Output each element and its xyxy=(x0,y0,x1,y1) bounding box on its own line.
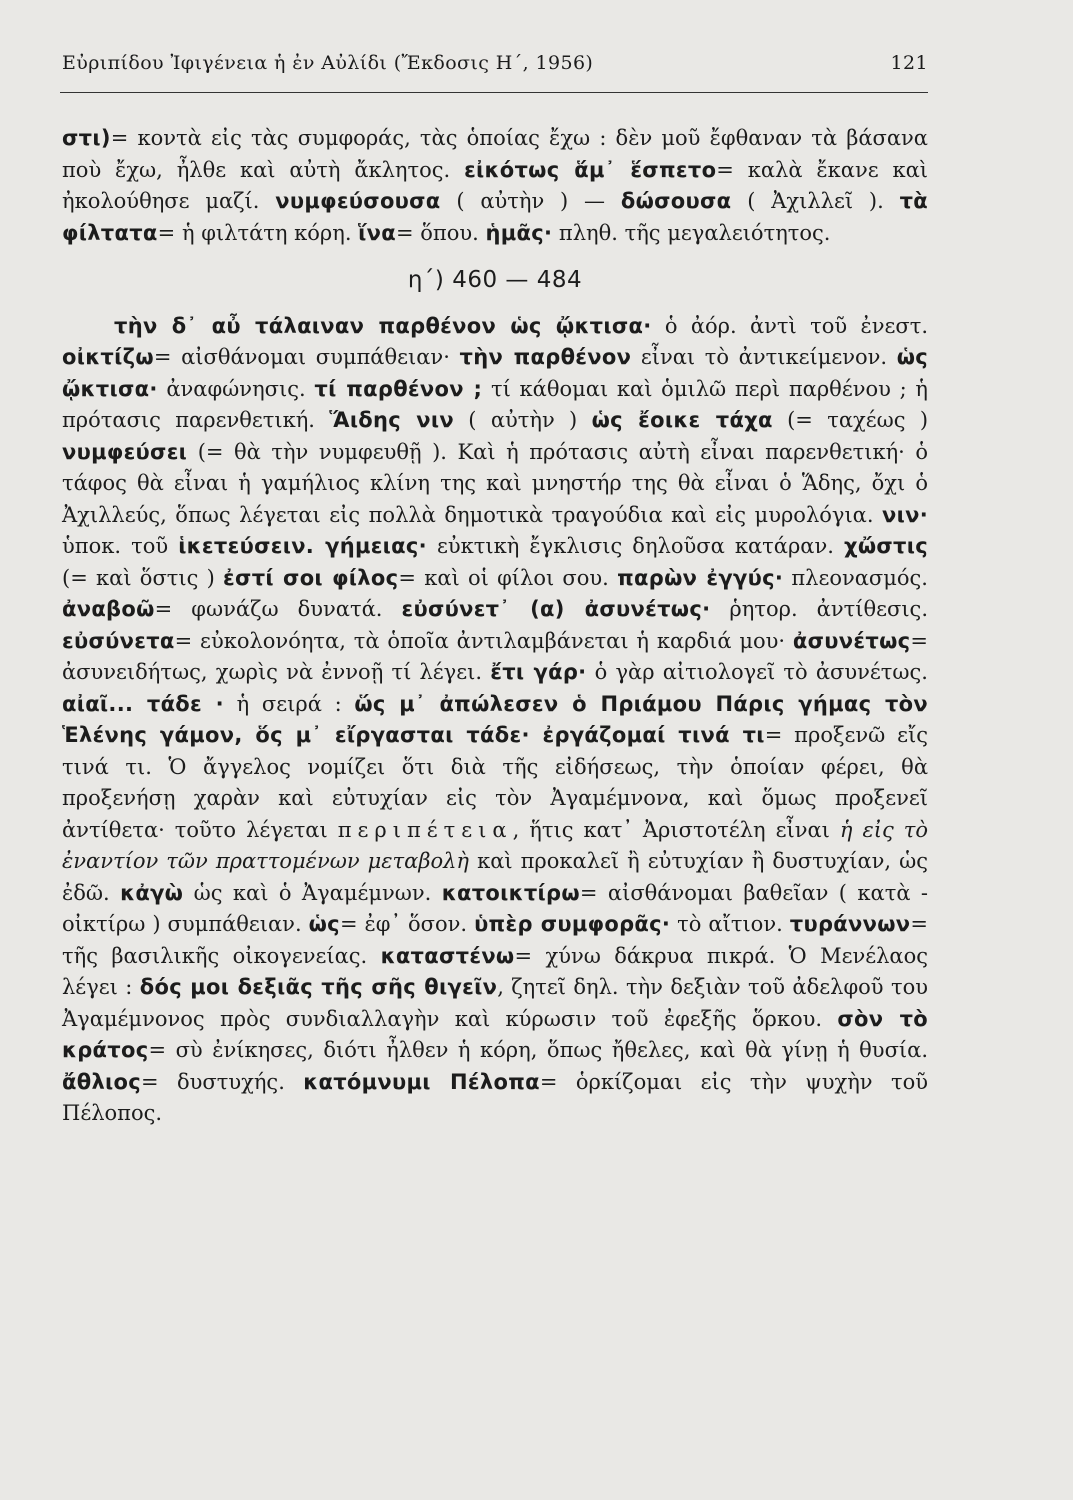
lemma: κατόμνυμι Πέλοπα xyxy=(303,1069,540,1094)
gloss-text: ( αὐτὴν ) — xyxy=(440,189,621,213)
gloss-text: ἀναφώνησις. xyxy=(157,376,315,401)
gloss-text: καὶ προκαλεῖ ἢ εὐτυχίαν ἢ δυστυχίαν, ὡς ἐδῶ. xyxy=(62,849,929,905)
gloss-text: = φωνάζω δυνατά. xyxy=(154,597,402,621)
lemma: ἄθλιος xyxy=(62,1069,142,1094)
lemma: ὡς ἔοικε τάχα xyxy=(591,408,773,432)
lemma: οἰκτίζω xyxy=(62,345,154,369)
lemma: ἐστί σοι φίλος xyxy=(223,565,399,590)
gloss-text: ὡς καὶ ὁ Ἀγαμέμνων. xyxy=(183,880,442,905)
gloss-text: = σὺ ἐνίκησες, διότι ἦλθεν ἡ κόρη, ὅπως ἤθελες, καὶ θὰ γίνῃ ἡ θυσία. xyxy=(148,1038,928,1062)
gloss-text: ἡ σειρά : xyxy=(223,691,355,716)
lemma: ἀναβοῶ xyxy=(62,597,155,621)
lemma: ὡς ᾤκτισα· xyxy=(62,345,929,401)
lemma: νυμφεύσει xyxy=(62,439,188,464)
section-heading: η΄) 460 — 484 xyxy=(407,267,583,293)
lemma: ὑπὲρ συμφορᾶς· xyxy=(474,912,671,936)
gloss-text: = καλὰ ἔκανε καὶ ἠκολούθησε μαζί. xyxy=(62,157,928,213)
commentary-body xyxy=(62,123,928,1130)
lemma: ἱκετεύσειν. γήμειας· xyxy=(178,534,427,558)
gloss-text: = ἐφ᾽ ὅσον. xyxy=(339,912,475,936)
lemma: τὴν παρθένον xyxy=(459,345,632,369)
gloss-text: ( αὐτὴν ) xyxy=(453,408,592,432)
gloss-text: ( Ἀχιλλεῖ ). xyxy=(731,189,900,213)
gloss-text: (= καὶ ὅστις ) xyxy=(62,565,224,590)
commentary-paragraph-2 xyxy=(62,311,928,1130)
running-title: Εὐριπίδου Ἰφιγένεια ἡ ἐν Αὐλίδι (Ἔκδοσις Η΄, 1956) xyxy=(62,52,594,74)
gloss-text: τὸ αἴτιον. xyxy=(670,912,790,936)
gloss-text: , ζητεῖ δηλ. τὴν δεξιὰν τοῦ ἀδελφοῦ του Ἀγαμέμνονος πρὸς συνδιαλλαγὴν καὶ κύρωσιν τοῦ ἐφεξῆς ὅρκου. xyxy=(62,975,928,1031)
lemma: ὥς μ᾽ ἀπώλεσεν ὁ Πριάμου Πάρις γήμας τὸν Ἑλένης γάμον, ὅς μ᾽ εἴργασται τάδε· ἐργάζομαί τινά τι xyxy=(62,691,928,747)
lemma: κἀγὼ xyxy=(120,880,184,905)
gloss-text: (= ταχέως ) xyxy=(772,408,929,432)
lemma: καταστένω xyxy=(380,943,515,968)
lemma: ὡς xyxy=(308,912,340,936)
gloss-text: εὐκτικὴ ἔγκλισις δηλοῦσα κατάραν. xyxy=(426,534,844,558)
gloss-text: = προξενῶ εἴς τινά τι. Ὁ ἄγγελος νομίζει ὅτι διὰ τῆς εἰδήσεως, τὴν ὁποίαν φέρει, θὰ προξενήσῃ χαρὰν καὶ εὐτυχίαν εἰς τὸν Ἀγαμέμνονα, καὶ ὅμως προξενεῖ ἀντίθετα· τοῦτο λέγεται xyxy=(62,723,928,842)
lemma: δός μοι δεξιᾶς τῆς σῆς θιγεῖν xyxy=(139,975,498,999)
gloss-text: = ἡ φιλτάτη κόρη. xyxy=(157,220,359,245)
running-header xyxy=(62,52,928,74)
lemma: κατοικτίρω xyxy=(441,880,580,905)
lemma: τί παρθένον ; xyxy=(314,376,483,401)
spaced-term: περιπέτεια xyxy=(337,817,513,842)
gloss-text: = ὅπου. xyxy=(396,220,486,245)
lemma: παρὼν ἐγγύς· xyxy=(617,565,784,590)
lemma: εὐσύνετα xyxy=(62,628,175,653)
gloss-text: πληθ. τῆς μεγαλειότητος. xyxy=(552,220,831,245)
lemma: Ἅιδης νιν xyxy=(329,408,454,432)
gloss-text: = κοντὰ εἰς τὰς συμφοράς, τὰς ὁποίας ἔχω : δὲν μοῦ ἔφθαναν τὰ βάσανα ποὺ ἔχω, ἦλθε καὶ αὐτὴ ἄκλητος. xyxy=(62,126,928,182)
gloss-text: εἶναι τὸ ἀντικείμενον. xyxy=(631,345,897,369)
gloss-text: = καὶ οἱ φίλοι σου. xyxy=(398,565,618,590)
gloss-text: πλεονασμός. xyxy=(783,565,928,590)
gloss-text: ὑποκ. τοῦ xyxy=(62,534,179,558)
lemma: εἰκότως ἅμ᾽ ἕσπετο xyxy=(464,157,717,182)
lemma: χὤστις xyxy=(844,534,928,558)
lemma: νιν· xyxy=(882,502,928,527)
gloss-text: = αἰσθάνομαι βαθεῖαν ( κατὰ - οἰκτίρω ) συμπάθειαν. xyxy=(62,880,929,936)
lemma: στι) xyxy=(62,126,111,150)
commentary-paragraph-1 xyxy=(62,123,928,249)
gloss-text: (= θὰ τὴν νυμφευθῇ ). Καὶ ἡ πρότασις αὐτὴ εἶναι παρενθετική· ὁ τάφος θὰ εἶναι ἡ γαμήλιος κλίνη της καὶ μνηστήρ της θὰ εἶναι ὁ Ἅδης, ὄχι ὁ Ἀχιλλεύς, ὅπως λέγεται εἰς πολλὰ δημοτικὰ τραγούδια καὶ εἰς μυρολόγια. xyxy=(62,439,928,527)
gloss-text: = αἰσθάνομαι συμπάθειαν· xyxy=(153,345,460,369)
gloss-text: ῥητορ. ἀντίθεσις. xyxy=(710,597,928,621)
lemma: ἀσυνέτως xyxy=(792,628,911,653)
lemma: τὰ φίλτατα xyxy=(62,189,928,245)
lemma: νυμφεύσουσα xyxy=(275,189,441,213)
lemma: δώσουσα xyxy=(620,189,732,213)
gloss-text: = χύνω δάκρυα πικρά. Ὁ Μενέλαος λέγει : xyxy=(62,943,928,999)
gloss-text: = ἀσυνειδήτως, χωρὶς νὰ ἐννοῇ τί λέγει. xyxy=(62,628,928,684)
lemma: ἡμᾶς· xyxy=(485,220,553,245)
lemma: τυράννων xyxy=(789,912,911,936)
gloss-text: = δυστυχής. xyxy=(141,1069,304,1094)
lemma: ἔτι γάρ· xyxy=(490,660,587,684)
aristotle-quote: ἡ εἰς τὸ ἐναντίον τῶν πραττομένων μεταβολὴ xyxy=(62,817,928,873)
gloss-text: ὁ ἀόρ. ἀντὶ τοῦ ἐνεστ. xyxy=(651,313,928,338)
gloss-text: , ἥτις κατ᾽ Ἀριστοτέλη εἶναι xyxy=(512,817,840,842)
gloss-text: τί κάθομαι καὶ ὁμιλῶ περὶ παρθένου ; ἡ πρότασις παρενθετική. xyxy=(62,376,928,432)
gloss-text: = τῆς βασιλικῆς οἰκογενείας. xyxy=(62,912,928,968)
lemma: ἵνα xyxy=(358,220,396,245)
lemma: αἰαῖ... τάδε · xyxy=(62,691,224,716)
gloss-text: = εὐκολονόητα, τὰ ὁποῖα ἀντιλαμβάνεται ἡ καρδιά μου· xyxy=(174,628,793,653)
lemma: τὴν δ᾽ αὖ τάλαιναν παρθένον ὡς ᾤκτισα· xyxy=(114,313,652,338)
header-rule xyxy=(60,92,928,93)
page-number: 121 xyxy=(890,52,928,74)
lemma: σὸν τὸ κράτος xyxy=(62,1006,928,1062)
lemma: εὐσύνετ᾽ (α) ἀσυνέτως· xyxy=(401,597,711,621)
gloss-text: ὁ γὰρ αἰτιολογεῖ τὸ ἀσυνέτως. xyxy=(586,660,928,684)
gloss-text: = ὁρκίζομαι εἰς τὴν ψυχὴν τοῦ Πέλοπος. xyxy=(62,1069,928,1125)
